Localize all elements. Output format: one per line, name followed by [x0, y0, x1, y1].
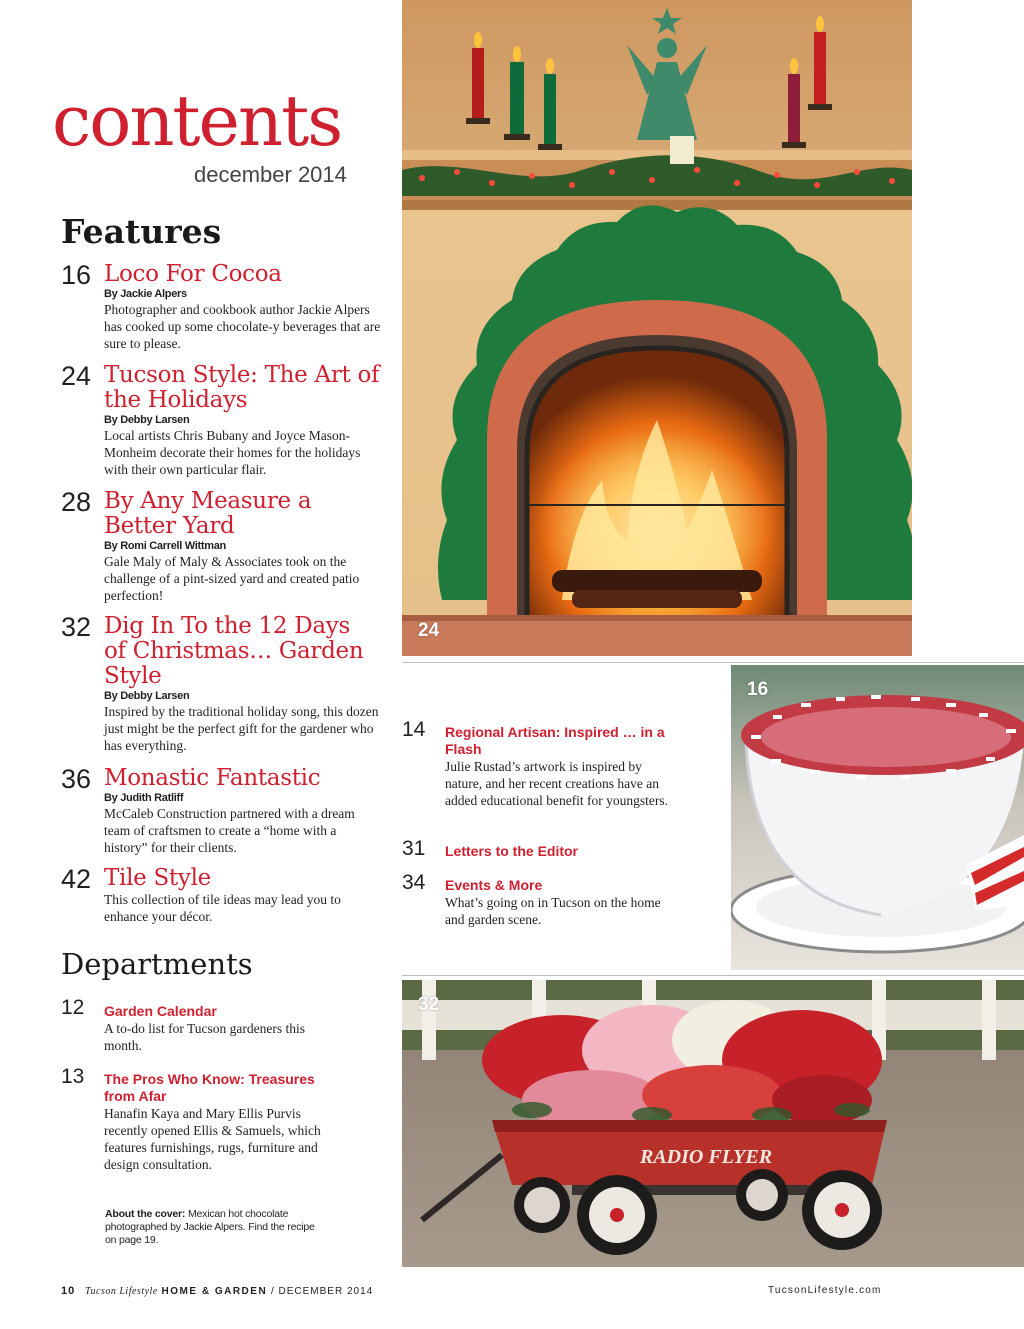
- feature-byline: By Romi Carrell Wittman: [104, 540, 226, 552]
- feature-description: This collection of tile ideas may lead you to enhance your décor.: [104, 892, 341, 924]
- issue-date: december 2014: [194, 162, 347, 187]
- feature-description: Gale Maly of Maly & Associates took on the challenge of a pint-sized yard and created patio perfection!: [104, 554, 360, 603]
- feature-description: Photographer and cookbook author Jackie Alpers has cooked up some chocolate-y beverages that are sure to please.: [104, 302, 381, 351]
- department-item[interactable]: [402, 872, 677, 928]
- footer-page-number: 10: [61, 1285, 76, 1297]
- feature-title[interactable]: Tile Style: [104, 865, 211, 891]
- department-description: A to-do list for Tucson gardeners this month.: [104, 1021, 305, 1053]
- footer-issue: DECEMBER 2014: [278, 1286, 374, 1297]
- feature-page-number: 16: [61, 260, 92, 290]
- footer-folio: [61, 1285, 373, 1297]
- footer-section-name: HOME & GARDEN: [161, 1286, 268, 1297]
- feature-item[interactable]: [61, 766, 381, 856]
- feature-title[interactable]: Tucson Style: The Art of the Holidays: [104, 362, 380, 413]
- footer-separator: /: [270, 1286, 275, 1297]
- wagon-photo[interactable]: [402, 980, 1024, 1267]
- department-item[interactable]: [61, 1066, 336, 1173]
- department-description: What’s going on in Tucson on the home and garden scene.: [445, 895, 661, 927]
- department-page-number: 13: [61, 1065, 85, 1088]
- footer-website[interactable]: TucsonLifestyle.com: [768, 1285, 882, 1296]
- department-page-number: 34: [402, 871, 426, 894]
- department-title[interactable]: Events & More: [445, 877, 543, 893]
- photo-page-number: 24: [418, 620, 440, 641]
- department-page-number: 31: [402, 837, 426, 860]
- feature-item[interactable]: [61, 262, 381, 352]
- department-item[interactable]: [402, 838, 677, 860]
- about-cover-label: About the cover:: [105, 1208, 186, 1220]
- feature-page-number: 24: [61, 361, 92, 391]
- department-item[interactable]: [402, 719, 677, 809]
- feature-byline: By Jackie Alpers: [104, 288, 187, 300]
- department-title[interactable]: Letters to the Editor: [445, 843, 579, 859]
- feature-description: McCaleb Construction partnered with a dream team of craftsmen to create a “home with a history” for their clients.: [104, 806, 355, 855]
- cocoa-cup-illustration: [731, 665, 1024, 970]
- divider: [402, 662, 1024, 663]
- feature-byline: By Debby Larsen: [104, 414, 190, 426]
- department-description: Hanafin Kaya and Mary Ellis Purvis recently opened Ellis & Samuels, which features furnishings, rugs, furniture and design consultation.: [104, 1106, 321, 1172]
- feature-byline: By Debby Larsen: [104, 690, 190, 702]
- footer-magazine-name: Tucson Lifestyle: [85, 1286, 158, 1297]
- departments-heading: Departments: [61, 947, 253, 981]
- feature-title[interactable]: By Any Measure a Better Yard: [104, 488, 312, 539]
- feature-description: Local artists Chris Bubany and Joyce Mason-Monheim decorate their homes for the holidays with their own particular flair.: [104, 428, 361, 477]
- feature-item[interactable]: [61, 489, 381, 604]
- feature-page-number: 42: [61, 864, 92, 894]
- department-title[interactable]: Regional Artisan: Inspired … in a Flash: [445, 724, 665, 757]
- feature-page-number: 32: [61, 612, 92, 642]
- page-title: contents: [52, 80, 342, 162]
- about-cover-text: Mexican hot chocolate photographed by Jackie Alpers. Find the recipe on page 19.: [105, 1208, 315, 1246]
- feature-byline: By Judith Ratliff: [104, 792, 184, 804]
- wagon-brand-text: RADIO FLYER: [640, 1146, 773, 1168]
- poinsettia-wagon-illustration: [402, 980, 1024, 1267]
- photo-page-number: 16: [747, 679, 769, 700]
- features-heading: Features: [61, 212, 222, 251]
- feature-title[interactable]: Loco For Cocoa: [104, 261, 282, 287]
- feature-item[interactable]: [61, 866, 381, 925]
- fireplace-illustration: [402, 0, 912, 656]
- feature-title[interactable]: Monastic Fantastic: [104, 765, 321, 791]
- about-cover-note: [105, 1208, 320, 1247]
- feature-page-number: 36: [61, 764, 92, 794]
- department-description: Julie Rustad’s artwork is inspired by nature, and her recent creations have an added educational benefit for youngsters.: [445, 759, 669, 808]
- feature-item[interactable]: [61, 614, 381, 754]
- cocoa-photo[interactable]: [731, 665, 1024, 970]
- department-page-number: 14: [402, 718, 426, 741]
- fireplace-photo[interactable]: [402, 0, 912, 656]
- department-title[interactable]: The Pros Who Know: Treasures from Afar: [104, 1071, 315, 1104]
- divider: [402, 975, 1024, 976]
- feature-item[interactable]: [61, 363, 381, 478]
- photo-page-number: 32: [418, 994, 440, 1015]
- department-item[interactable]: [61, 997, 336, 1054]
- department-page-number: 12: [61, 996, 85, 1019]
- department-title[interactable]: Garden Calendar: [104, 1003, 217, 1019]
- feature-page-number: 28: [61, 487, 92, 517]
- feature-description: Inspired by the traditional holiday song, this dozen just might be the perfect gift for the gardener who has everything.: [104, 704, 379, 753]
- feature-title[interactable]: Dig In To the 12 Days of Christmas… Garden Style: [104, 613, 364, 689]
